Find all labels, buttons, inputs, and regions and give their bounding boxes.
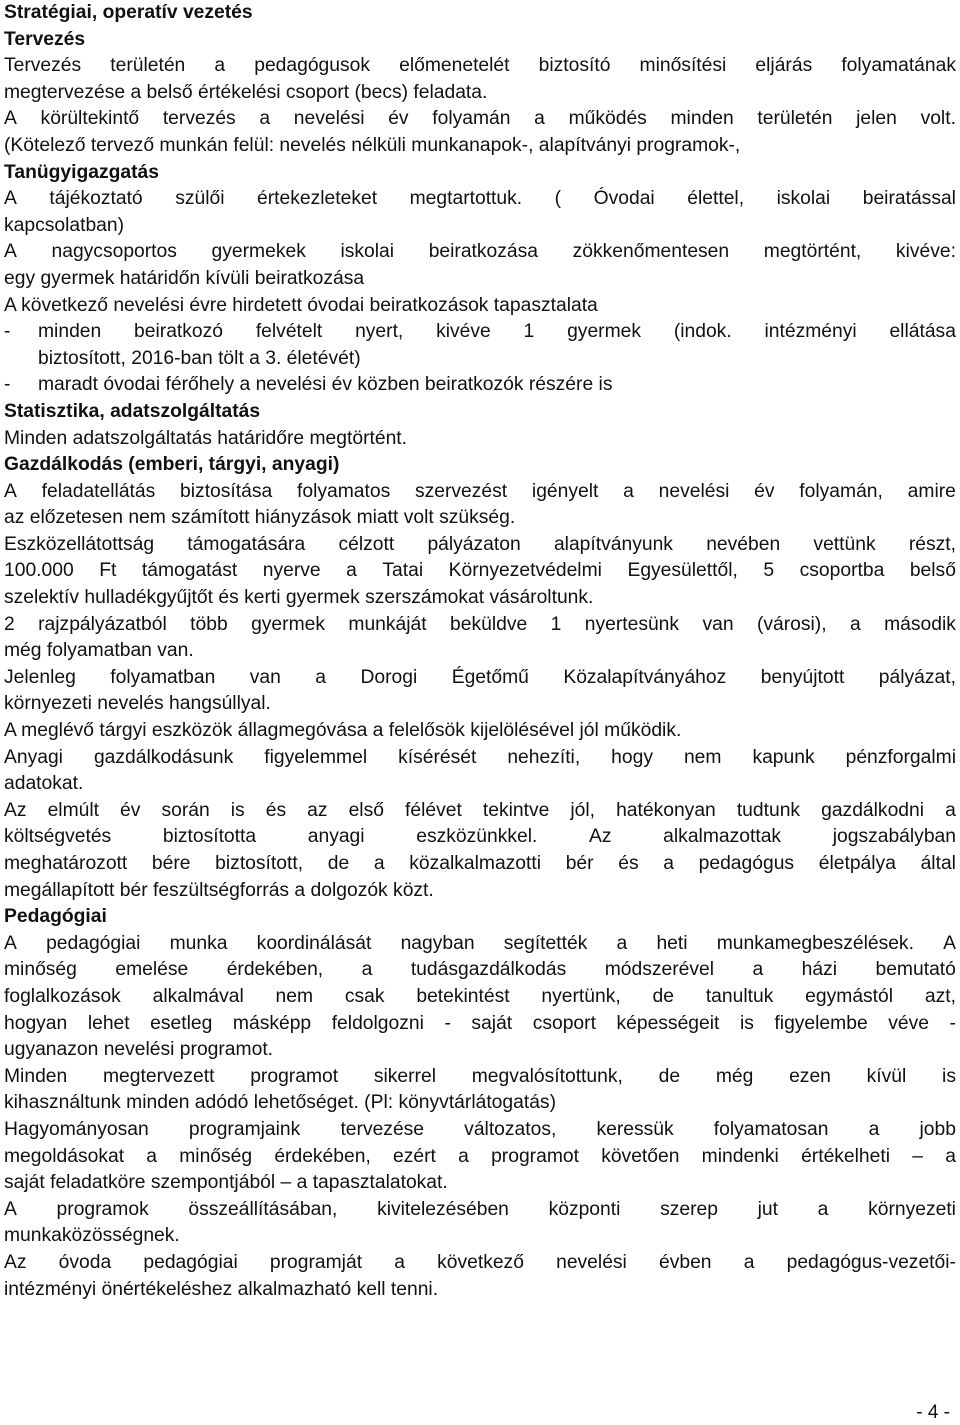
text-line: minőség emelése érdekében, a tudásgazdálkodás módszerével a házi bemutató <box>4 959 956 981</box>
text-line: Minden megtervezett programot sikerrel megvalósítottunk, de még ezen kívül is <box>4 1065 956 1087</box>
list-dash: - <box>4 374 11 396</box>
text-line: A feladatellátás biztosítása folyamatos szervezést igényelt a nevelési év folyamán, amire <box>4 480 956 502</box>
text-line: munkaközösségnek. <box>4 1225 180 1247</box>
text-line: intézményi önértékeléshez alkalmazható kell tenni. <box>4 1278 439 1300</box>
text-line: A meglévő tárgyi eszközök állagmegóvása a felelősök kijelölésével jól működik. <box>4 720 682 742</box>
section-heading: Gazdálkodás (emberi, tárgyi, anyagi) <box>4 454 340 476</box>
text-line: A tájékoztató szülői értekezleteket megtartottuk. ( Óvodai élettel, iskolai beiratással <box>4 188 956 210</box>
text-line: A körültekintő tervezés a nevelési év folyamán a működés minden területén jelen volt. <box>4 108 956 130</box>
text-line: kapcsolatban) <box>4 214 125 236</box>
text-line: hogyan lehet esetleg másképp feldolgozni - saját csoport képességeit is figyelembe véve - <box>4 1012 956 1034</box>
list-item-text: minden beiratkozó felvételt nyert, kivéve 1 gyermek (indok. intézményi ellátása <box>38 321 956 343</box>
text-line: 2 rajzpályázatból több gyermek munkáját beküldve 1 nyertesünk van (városi), a második <box>4 613 956 635</box>
text-line: saját feladatköre szempontjából – a tapasztalatokat. <box>4 1172 448 1194</box>
section-heading: Stratégiai, operatív vezetés <box>4 2 253 23</box>
text-line: Hagyományosan programjaink tervezése változatos, keressük folyamatosan a jobb <box>4 1118 956 1140</box>
text-line: szelektív hulladékgyűjtőt és kerti gyermek szerszámokat vásároltunk. <box>4 587 594 609</box>
text-line: még folyamatban van. <box>4 640 194 662</box>
text-line: Az elmúlt év során is és az első félévet tekintve jól, hatékonyan tudtunk gazdálkodni a <box>4 799 956 821</box>
text-line: megállapított bér feszültségforrás a dolgozók közt. <box>4 879 434 901</box>
text-line: kihasználtunk minden adódó lehetőséget. (Pl: könyvtárlátogatás) <box>4 1092 556 1114</box>
text-line: A pedagógiai munka koordinálását nagyban segítették a heti munkamegbeszélések. A <box>4 932 956 954</box>
text-line: az előzetesen nem számított hiányzások miatt volt szükség. <box>4 507 516 529</box>
text-line: Eszközellátottság támogatására célzott pályázaton alapítványunk nevében vettünk részt, <box>4 533 956 555</box>
list-item-text: maradt óvodai férőhely a nevelési év közben beiratkozók részére is <box>38 374 613 396</box>
text-line: 100.000 Ft támogatást nyerve a Tatai Környezetvédelmi Egyesülettől, 5 csoportba belső <box>4 560 956 582</box>
section-heading: Statisztika, adatszolgáltatás <box>4 400 261 422</box>
text-line: A nagycsoportos gyermekek iskolai beiratkozása zökkenőmentesen megtörtént, kivéve: <box>4 241 956 263</box>
section-heading: Pedagógiai <box>4 906 107 928</box>
text-line: biztosított, 2016-ban tölt a 3. életévét) <box>38 347 361 369</box>
text-line: környezeti nevelés hangsúllyal. <box>4 693 271 715</box>
text-line: megtervezése a belső értékelési csoport (becs) feladata. <box>4 81 488 103</box>
text-line: (Kötelező tervező munkán felül: nevelés nélküli munkanapok-, alapítványi programok-, <box>4 134 741 156</box>
section-heading: Tervezés <box>4 28 86 50</box>
text-line: A következő nevelési évre hirdetett óvodai beiratkozások tapasztalata <box>4 294 598 316</box>
page-number: - 4 - <box>916 1402 950 1423</box>
text-line: Anyagi gazdálkodásunk figyelemmel kísérését nehezíti, hogy nem kapunk pénzforgalmi <box>4 746 956 768</box>
text-line: Tervezés területén a pedagógusok előmenetelét biztosító minősítési eljárás folyamatának <box>4 55 956 77</box>
text-line: egy gyermek határidőn kívüli beiratkozása <box>4 267 365 289</box>
text-line: Az óvoda pedagógiai programját a következő nevelési évben a pedagógus-vezetői- <box>4 1251 956 1273</box>
text-line: ugyanazon nevelési programot. <box>4 1039 274 1061</box>
text-line: költségvetés biztosította anyagi eszközünkkel. Az alkalmazottak jogszabályban <box>4 826 956 848</box>
text-line: Minden adatszolgáltatás határidőre megtörtént. <box>4 427 408 449</box>
text-line: A programok összeállításában, kivitelezésében központi szerep jut a környezeti <box>4 1198 956 1220</box>
list-item <box>4 319 956 346</box>
text-line: foglalkozások alkalmával nem csak betekintést nyertünk, de tanultuk egymástól azt, <box>4 985 956 1007</box>
list-item <box>4 372 956 399</box>
text-line: megoldásokat a minőség érdekében, ezért a programot követően mindenki értékelheti – a <box>4 1145 956 1167</box>
text-line: adatokat. <box>4 773 84 795</box>
text-line: meghatározott bére biztosított, de a közalkalmazotti bér és a pedagógus életpálya által <box>4 853 956 874</box>
document-page <box>4 0 956 1303</box>
list-dash: - <box>4 321 11 343</box>
text-line: Jelenleg folyamatban van a Dorogi Égetőmű Közalapítványához benyújtott pályázat, <box>4 666 956 688</box>
section-heading: Tanügyigazgatás <box>4 161 159 183</box>
